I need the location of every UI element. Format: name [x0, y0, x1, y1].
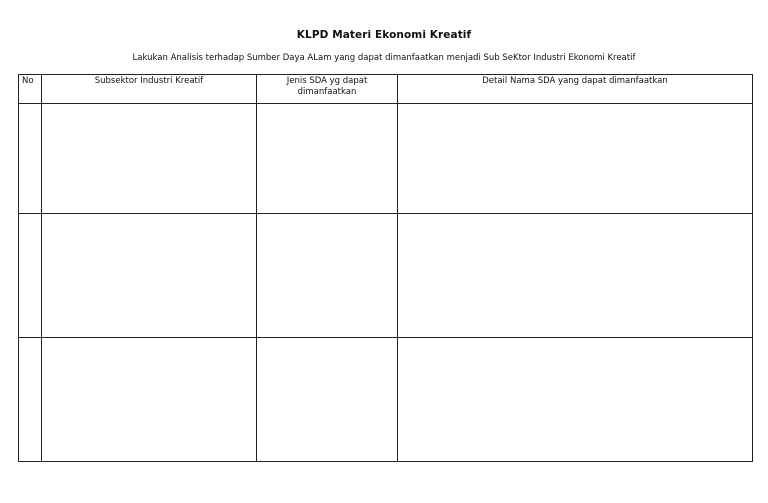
table-row [19, 214, 753, 338]
cell-detail[interactable] [398, 338, 753, 462]
cell-no[interactable] [19, 214, 42, 338]
worksheet-table [18, 74, 753, 462]
cell-subsektor[interactable] [42, 214, 257, 338]
header-detail: Detail Nama SDA yang dapat dimanfaatkan [398, 75, 753, 104]
cell-jenis-sda[interactable] [257, 214, 398, 338]
document-title: KLPD Materi Ekonomi Kreatif [296, 29, 472, 41]
cell-no[interactable] [19, 104, 42, 214]
cell-subsektor[interactable] [42, 104, 257, 214]
header-subsektor: Subsektor Industri Kreatif [42, 75, 257, 104]
cell-detail[interactable] [398, 104, 753, 214]
cell-subsektor[interactable] [42, 338, 257, 462]
table-row [19, 338, 753, 462]
table-header-row [19, 75, 753, 104]
cell-jenis-sda[interactable] [257, 104, 398, 214]
table-row [19, 104, 753, 214]
cell-jenis-sda[interactable] [257, 338, 398, 462]
cell-no[interactable] [19, 338, 42, 462]
cell-detail[interactable] [398, 214, 753, 338]
header-jenis-sda: Jenis SDA yg dapat dimanfaatkan [257, 75, 398, 104]
header-no: No [19, 75, 42, 104]
document-instruction: Lakukan Analisis terhadap Sumber Daya ALam yang dapat dimanfaatkan menjadi Sub SeKtor Industri Ekonomi Kreatif [132, 53, 636, 63]
